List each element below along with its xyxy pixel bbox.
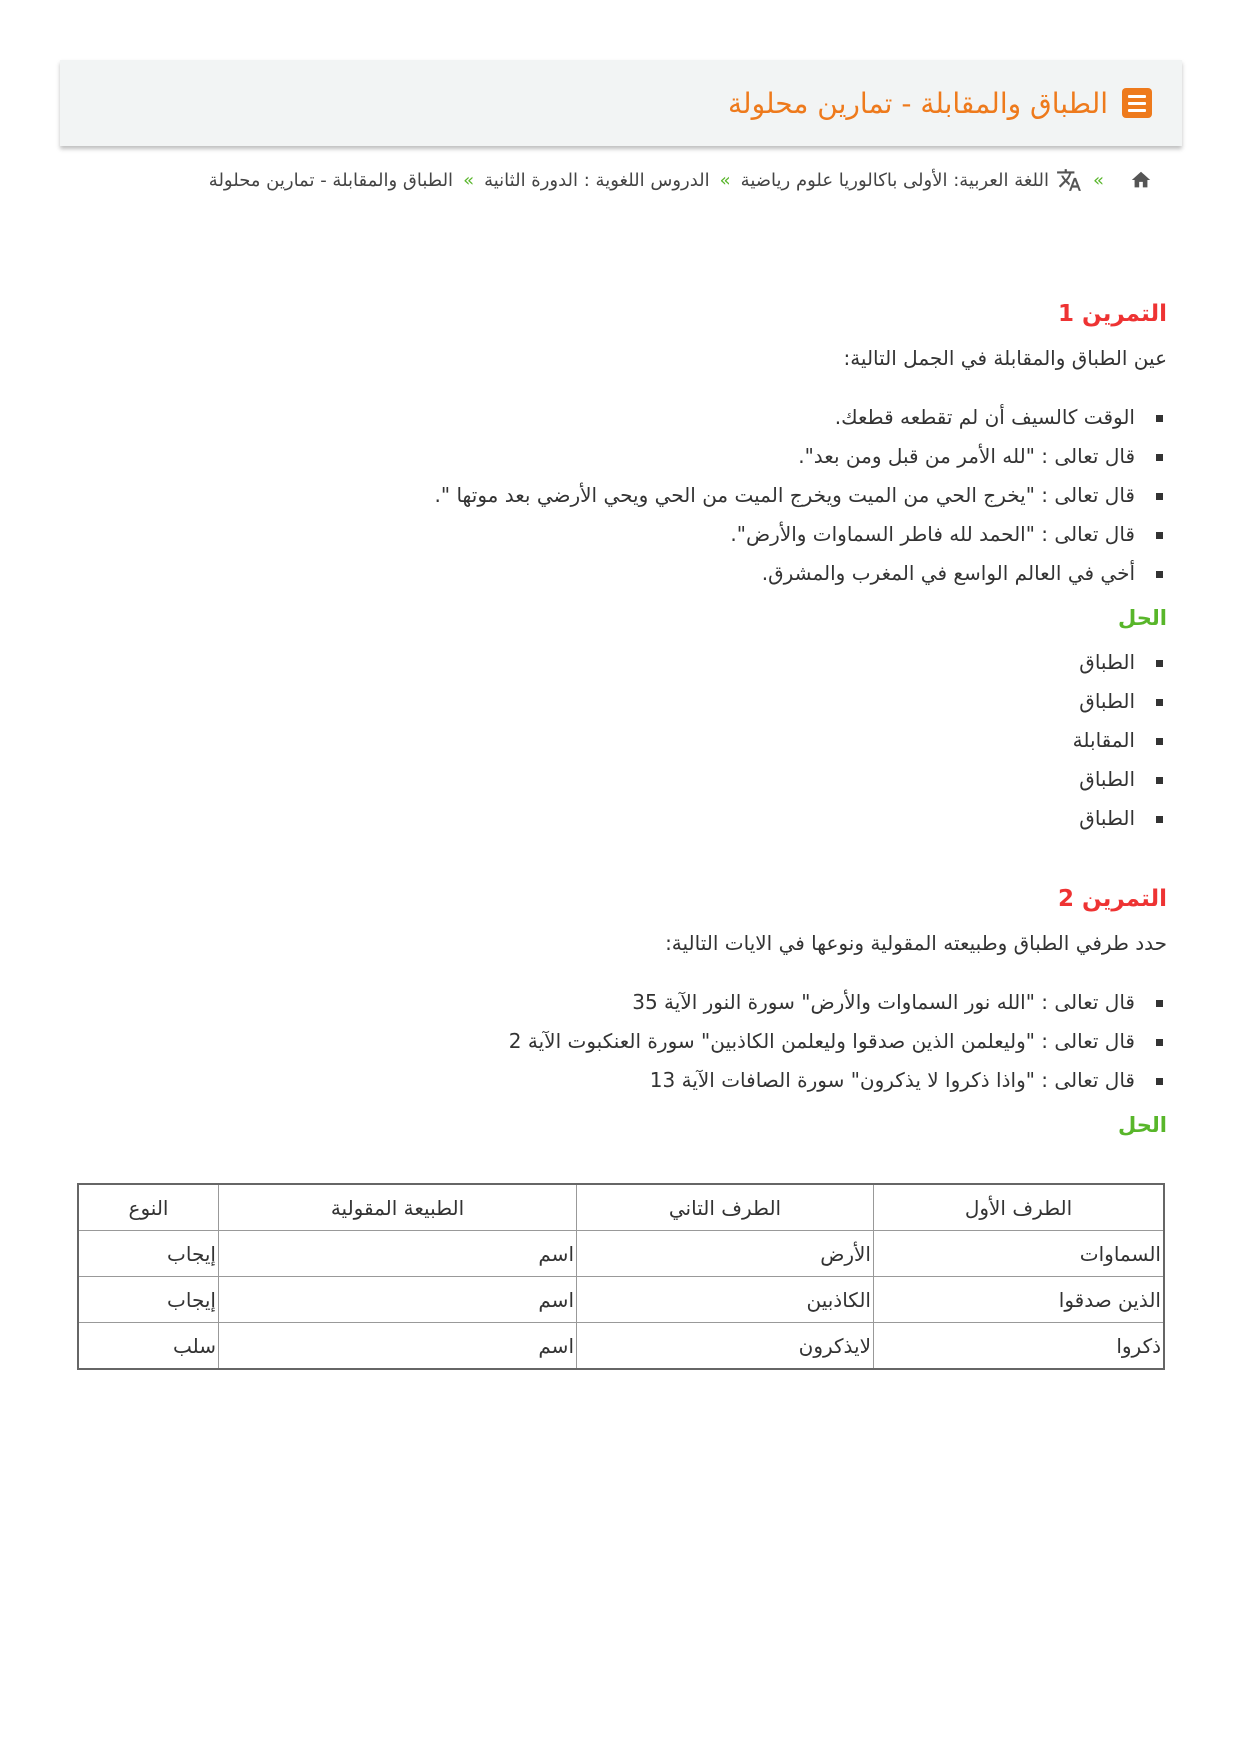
table-cell: إيجاب	[78, 1277, 219, 1323]
list-item: قال تعالى : "يخرج الحي من الميت ويخرج الميت من الحي ويحي الأرضي بعد موتها ".	[75, 476, 1167, 515]
list-item: الطباق	[75, 799, 1167, 838]
document-icon	[1122, 88, 1152, 118]
list-item: أخي في العالم الواسع في المغرب والمشرق.	[75, 554, 1167, 593]
exercise-1-list	[75, 398, 1167, 593]
exercise-2-intro: حدد طرفي الطباق وطبيعته المقولية ونوعها في الايات التالية:	[665, 931, 1167, 955]
exercise-2-list	[75, 983, 1167, 1100]
exercise-1-title: التمرين 1	[1058, 301, 1167, 327]
table-header: النوع	[78, 1184, 219, 1231]
breadcrumb-item-current: الطباق والمقابلة - تمارين محلولة	[208, 169, 454, 191]
breadcrumb-item-course[interactable]: اللغة العربية: الأولى باكالوريا علوم رياضية	[740, 169, 1049, 191]
table-header: الطبيعة المقولية	[219, 1184, 577, 1231]
list-item: قال تعالى : "واذا ذكروا لا يذكرون" سورة الصافات الآية 13	[75, 1061, 1167, 1100]
table-header-row	[78, 1184, 1164, 1231]
table-cell: لايذكرون	[577, 1323, 874, 1370]
table-cell: اسم	[219, 1323, 577, 1370]
table-row	[78, 1277, 1164, 1323]
table-row	[78, 1323, 1164, 1370]
translate-icon	[1055, 167, 1083, 193]
breadcrumb-separator: »	[1092, 169, 1104, 191]
home-icon[interactable]	[1130, 169, 1152, 191]
exercise-1-intro: عين الطباق والمقابلة في الجمل التالية:	[843, 346, 1167, 370]
solution-table	[77, 1183, 1165, 1370]
table-header: الطرف التاني	[577, 1184, 874, 1231]
table-cell: سلب	[78, 1323, 219, 1370]
table-cell: اسم	[219, 1231, 577, 1277]
table-cell: الذين صدقوا	[874, 1277, 1165, 1323]
list-item: الطباق	[75, 760, 1167, 799]
exercise-1-solution-list	[75, 643, 1167, 838]
breadcrumb-separator: »	[719, 169, 731, 191]
breadcrumb	[209, 167, 1152, 193]
table-row	[78, 1231, 1164, 1277]
exercise-1-solution-title: الحل	[1118, 606, 1167, 630]
table-cell: السماوات	[874, 1231, 1165, 1277]
list-item: قال تعالى : "لله الأمر من قبل ومن بعد".	[75, 437, 1167, 476]
exercise-2-solution-title: الحل	[1118, 1113, 1167, 1137]
table-cell: ذكروا	[874, 1323, 1165, 1370]
page-title: الطباق والمقابلة - تمارين محلولة	[728, 86, 1108, 120]
table-cell: اسم	[219, 1277, 577, 1323]
list-item: قال تعالى : "وليعلمن الذين صدقوا وليعلمن الكاذبين" سورة العنكبوت الآية 2	[75, 1022, 1167, 1061]
exercise-2-title: التمرين 2	[1058, 886, 1167, 912]
list-item: قال تعالى : "الحمد لله فاطر السماوات والأرض".	[75, 515, 1167, 554]
table-cell: الكاذبين	[577, 1277, 874, 1323]
breadcrumb-separator: »	[463, 169, 475, 191]
main-content	[75, 290, 1167, 1150]
breadcrumb-item-lessons[interactable]: الدروس اللغوية : الدورة الثانية	[484, 169, 710, 191]
list-item: المقابلة	[75, 721, 1167, 760]
list-item: قال تعالى : "الله نور السماوات والأرض" سورة النور الآية 35	[75, 983, 1167, 1022]
list-item: الطباق	[75, 682, 1167, 721]
table-cell: إيجاب	[78, 1231, 219, 1277]
list-item: الوقت كالسيف أن لم تقطعه قطعك.	[75, 398, 1167, 437]
list-item: الطباق	[75, 643, 1167, 682]
table-cell: الأرض	[577, 1231, 874, 1277]
page-header	[60, 60, 1182, 146]
table-header: الطرف الأول	[874, 1184, 1165, 1231]
